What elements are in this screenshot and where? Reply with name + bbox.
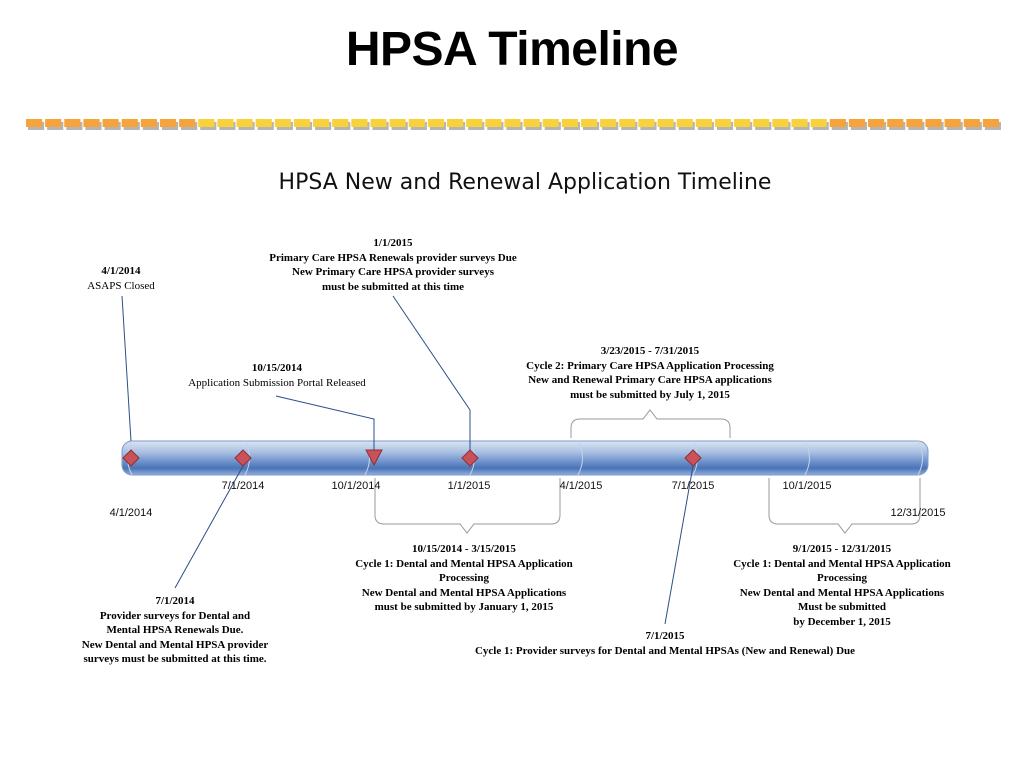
note-text: New Primary Care HPSA provider surveys bbox=[292, 266, 494, 278]
note-text: Provider surveys for Dental and bbox=[99, 609, 251, 622]
axis-tick-label: 7/1/2014 bbox=[221, 480, 265, 492]
note-text: Mental HPSA Renewals Due. bbox=[106, 624, 244, 636]
asaps-connector bbox=[122, 296, 131, 441]
note-text: ASAPS Closed bbox=[87, 279, 155, 292]
cycle2-brace bbox=[571, 410, 730, 438]
note-text: Primary Care HPSA Renewals provider surveys Due bbox=[269, 251, 517, 264]
note-text: must be submitted at this time bbox=[321, 280, 465, 293]
axis-end-label: 12/31/2015 bbox=[890, 507, 946, 519]
renewals-connector bbox=[393, 296, 470, 450]
note-text: Cycle 2: Primary Care HPSA Application Processing bbox=[526, 359, 774, 372]
note-text: must be submitted by January 1, 2015 bbox=[374, 601, 554, 613]
note-portal bbox=[188, 361, 366, 390]
note-date: 9/1/2015 - 12/31/2015 bbox=[792, 543, 892, 555]
note-text: Cycle 1: Dental and Mental HPSA Application bbox=[355, 557, 573, 570]
page-title: HPSA Timeline bbox=[345, 23, 679, 76]
note-text: Cycle 1: Provider surveys for Dental and Mental HPSAs (New and Renewal) Due bbox=[474, 644, 856, 657]
note-date: 10/15/2014 bbox=[251, 362, 303, 374]
note-text: New Dental and Mental HPSA provider bbox=[81, 638, 269, 651]
note-date: 10/15/2014 - 3/15/2015 bbox=[412, 543, 516, 555]
note-text: New Dental and Mental HPSA Applications bbox=[361, 586, 567, 599]
note-text: Cycle 1: Dental and Mental HPSA Application bbox=[733, 557, 951, 570]
note-text: Must be submitted bbox=[797, 601, 886, 613]
axis-tick-label: 4/1/2015 bbox=[559, 480, 603, 492]
axis-tick-label: 1/1/2015 bbox=[447, 480, 491, 492]
note-text: Processing bbox=[439, 572, 489, 584]
note-text: Processing bbox=[817, 572, 867, 584]
axis-start-label: 4/1/2014 bbox=[109, 507, 153, 519]
note-cycle2 bbox=[526, 344, 774, 402]
note-surveys-2014 bbox=[82, 594, 269, 667]
note-date: 3/23/2015 - 7/31/2015 bbox=[600, 345, 700, 357]
note-date: 4/1/2014 bbox=[101, 265, 141, 277]
note-date: 7/1/2014 bbox=[155, 595, 195, 607]
note-date: 7/1/2015 bbox=[645, 630, 685, 642]
note-surveys-2015 bbox=[475, 629, 855, 658]
axis-tick-label: 10/1/2015 bbox=[782, 480, 832, 492]
note-cycle1b bbox=[733, 542, 951, 629]
note-text: must be submitted by July 1, 2015 bbox=[570, 388, 730, 401]
note-date: 1/1/2015 bbox=[373, 237, 413, 249]
note-asaps bbox=[87, 264, 155, 293]
note-renewals-due bbox=[269, 236, 516, 294]
note-text: New and Renewal Primary Care HPSA applications bbox=[528, 374, 772, 386]
note-cycle1a bbox=[355, 542, 573, 615]
timeline-subtitle: HPSA New and Renewal Application Timeline bbox=[278, 170, 772, 195]
note-text: Application Submission Portal Released bbox=[188, 376, 366, 389]
note-text: by December 1, 2015 bbox=[793, 615, 891, 628]
axis-tick-label: 7/1/2015 bbox=[671, 480, 715, 492]
note-text: surveys must be submitted at this time. bbox=[83, 653, 267, 665]
note-text: New Dental and Mental HPSA Applications bbox=[739, 586, 945, 599]
axis-tick-label: 10/1/2014 bbox=[331, 480, 381, 492]
